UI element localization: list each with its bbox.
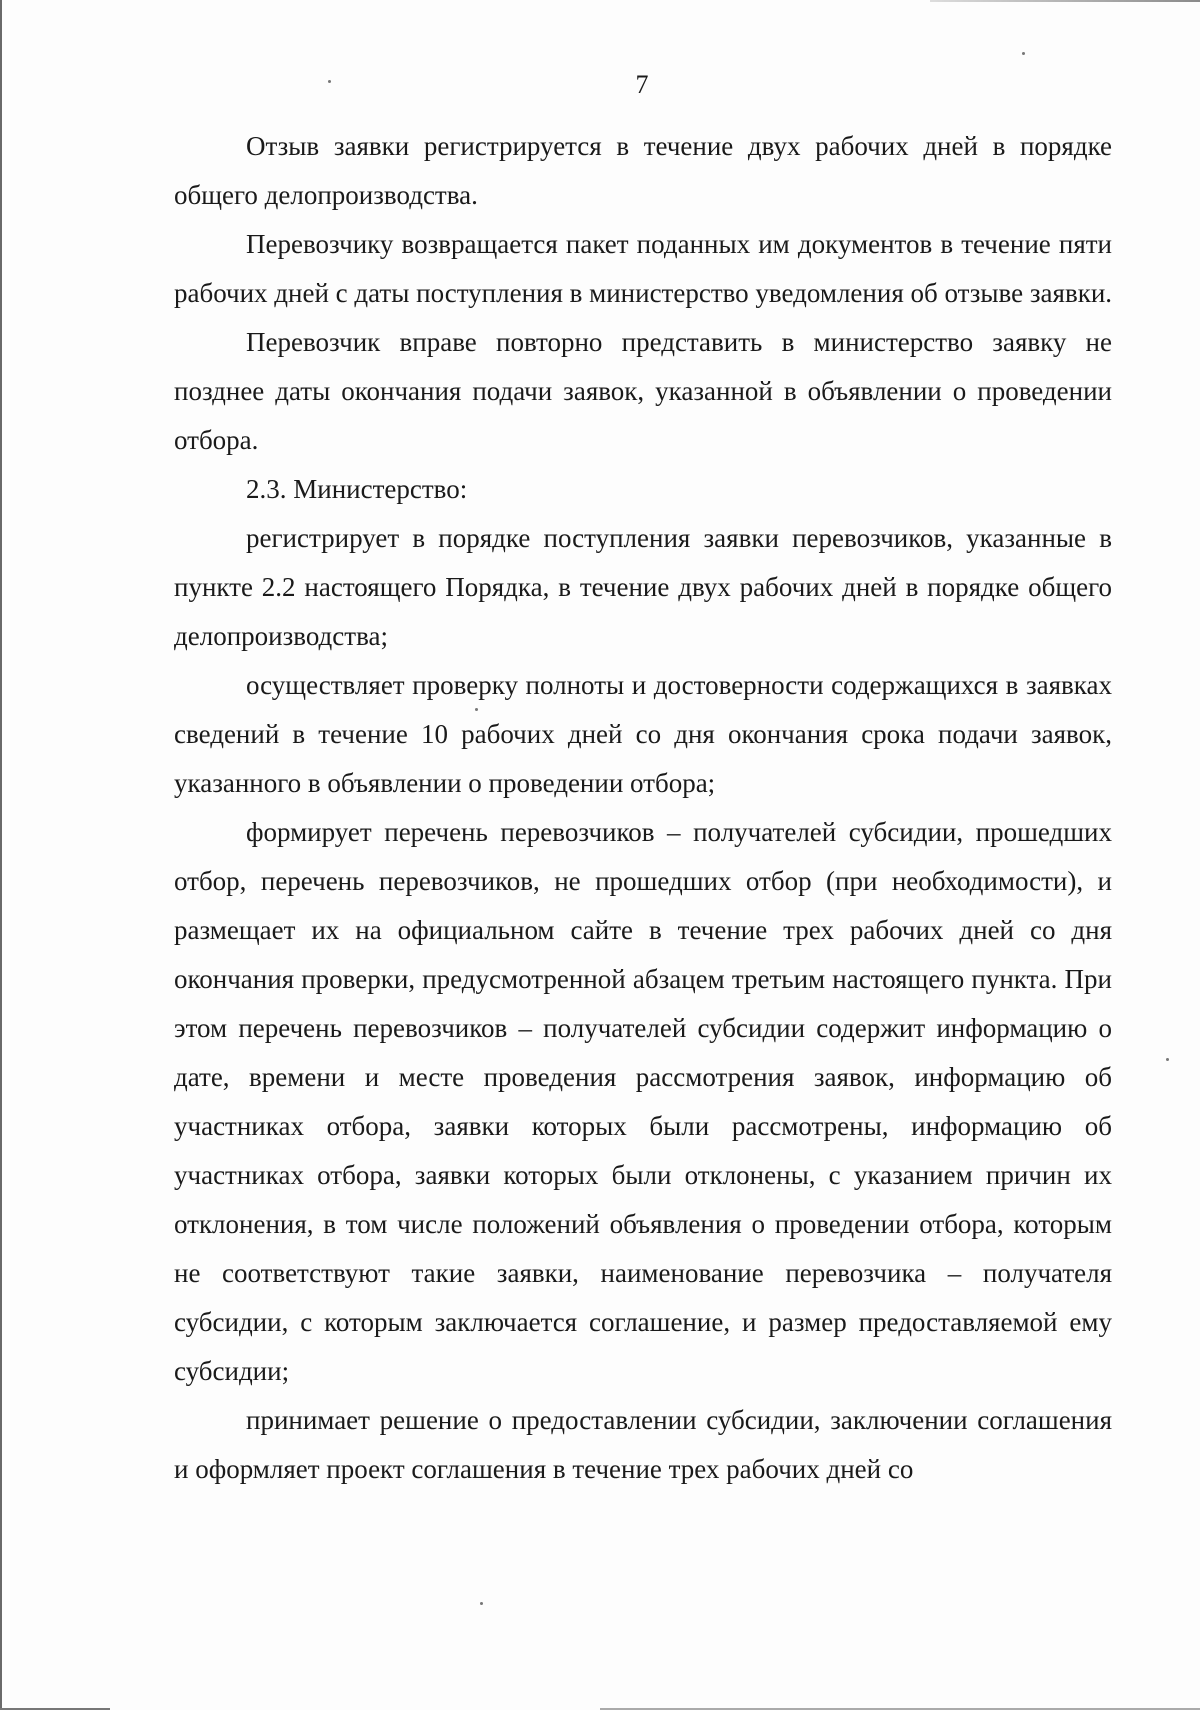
scan-edge-top bbox=[930, 0, 1200, 2]
paragraph: Перевозчик вправе повторно представить в министерство заявку не позднее даты окончания подачи заявок, указанной в объявлении о проведении отбора. bbox=[174, 327, 1112, 455]
scan-edge-left bbox=[0, 0, 2, 1710]
scan-speck bbox=[1166, 1058, 1169, 1061]
section-heading: 2.3. Министерство: bbox=[246, 474, 468, 504]
paragraph: формирует перечень перевозчиков – получателей субсидии, прошедших отбор, перечень перевозчиков, не прошедших отбор (при необходимости), и размещает их на официальном сайте в течение трех рабочих дней со дня окончания проверки, предусмотренной абзацем третьим настоящего пункта. При этом перечень перевозчиков – получателей субсидии содержит информацию о дате, времени и месте проведения рассмотрения заявок, информацию об участниках отбора, заявки которых были рассмотрены, информацию об участниках отбора, заявки которых были отклонены, с указанием причин их отклонения, в том числе положений объявления о проведении отбора, которым не соответствуют такие заявки, наименование перевозчика – получателя субсидии, с которым заключается соглашение, и размер предоставляемой ему субсидии; bbox=[174, 817, 1112, 1386]
paragraph: Перевозчику возвращается пакет поданных им документов в течение пяти рабочих дней с даты поступления в министерство уведомления об отзыве заявки. bbox=[174, 229, 1113, 308]
body-text bbox=[174, 122, 1112, 1494]
paragraph: Отзыв заявки регистрируется в течение двух рабочих дней в порядке общего делопроизводства. bbox=[174, 131, 1112, 210]
paragraph: осуществляет проверку полноты и достоверности содержащихся в заявках сведений в течение 10 рабочих дней со дня окончания срока подачи заявок, указанного в объявлении о проведении отбора; bbox=[174, 670, 1112, 798]
paragraph: принимает решение о предоставлении субсидии, заключении соглашения и оформляет проект соглашения в течение трех рабочих дней со bbox=[174, 1405, 1112, 1484]
page-number: 7 bbox=[635, 70, 649, 99]
paragraph: регистрирует в порядке поступления заявки перевозчиков, указанные в пункте 2.2 настоящего Порядка, в течение двух рабочих дней в порядке общего делопроизводства; bbox=[174, 523, 1112, 651]
scan-speck bbox=[480, 1602, 483, 1605]
scan-speck bbox=[1022, 52, 1025, 55]
